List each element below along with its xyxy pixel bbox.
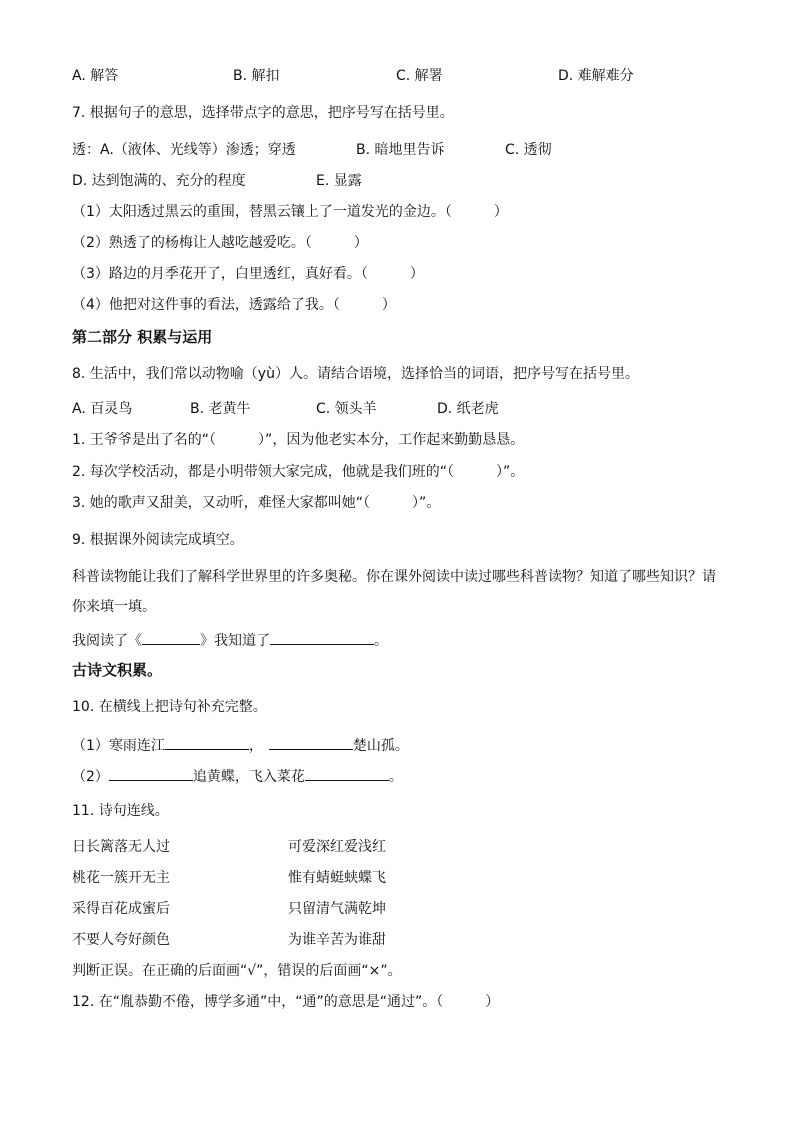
- q7-meaning-e: E. 显露: [316, 173, 362, 189]
- q10-prompt: 10. 在横线上把诗句补充完整。: [72, 699, 267, 715]
- q10-line2-mid: 追黄蝶，飞入菜花: [192, 769, 305, 785]
- q9-prompt: 9. 根据课外阅读完成填空。: [72, 532, 244, 548]
- q10-blank-3[interactable]: [109, 766, 193, 781]
- q8-option-b: B. 老黄牛: [190, 401, 251, 417]
- q10-line1-suffix: 楚山孤。: [352, 738, 409, 754]
- q9-fill-part2: 》我知道了: [200, 633, 270, 649]
- q8-option-d: D. 纸老虎: [437, 401, 499, 417]
- q6-option-d: D. 难解难分: [558, 68, 634, 84]
- q9-fill-part3: 。: [374, 633, 388, 649]
- q10-blank-2[interactable]: [269, 735, 353, 750]
- q11-left-2[interactable]: 桃花一簇开无主: [72, 870, 170, 886]
- q11-prompt: 11. 诗句连线。: [72, 803, 169, 819]
- q10-line-2: [72, 766, 403, 786]
- q10-line2-suffix: 。: [388, 769, 403, 785]
- q8-prompt: 8. 生活中，我们常以动物喻（yù）人。请结合语境，选择恰当的词语，把序号写在括号里。: [72, 366, 639, 382]
- judge-instruction: 判断正误。在正确的后面画“√”，错误的后面画“×”。: [72, 963, 402, 979]
- q7-item-2: （2）熟透了的杨梅让人越吃越爱吃。（ ）: [72, 235, 368, 251]
- q8-item-1: 1. 王爷爷是出了名的“（ ）”，因为他老实本分，工作起来勤勤恳恳。: [72, 432, 525, 448]
- q9-knowledge-blank[interactable]: [270, 630, 374, 645]
- q10-blank-4[interactable]: [305, 766, 389, 781]
- q8-item-2: 2. 每次学校活动，都是小明带领大家完成，他就是我们班的“（ ）”。: [72, 464, 525, 480]
- q9-book-blank[interactable]: [142, 630, 200, 645]
- q7-meaning-a: 透：A.（液体、光线等）渗透；穿透: [72, 142, 296, 158]
- q7-meaning-d: D. 达到饱满的、充分的程度: [72, 173, 246, 189]
- q11-right-1[interactable]: 可爱深红爱浅红: [288, 839, 386, 855]
- q11-right-2[interactable]: 惟有蜻蜓蛱蝶飞: [288, 870, 386, 886]
- q7-item-1: （1）太阳透过黑云的重围，替黑云镶上了一道发光的金边。（ ）: [72, 204, 508, 220]
- part2-heading: 第二部分 积累与运用: [72, 328, 213, 346]
- q11-left-3[interactable]: 采得百花成蜜后: [72, 901, 170, 917]
- q10-blank-1[interactable]: [165, 735, 249, 750]
- poetry-heading: 古诗文积累。: [72, 661, 163, 679]
- q10-line2-prefix: （2）: [72, 769, 109, 785]
- q7-meaning-b: B. 暗地里告诉: [356, 142, 445, 158]
- q10-line1-prefix: （1）寒雨连江: [72, 738, 165, 754]
- q9-paragraph: 科普读物能让我们了解科学世界里的许多奥秘。你在课外阅读中读过哪些科普读物？知道了哪些知识？请你来填一填。: [72, 569, 716, 615]
- q9-fill-part1: 我阅读了《: [72, 633, 142, 649]
- q9-fill-line: [72, 630, 388, 650]
- q7-meaning-c: C. 透彻: [505, 142, 552, 158]
- q8-item-3: 3. 她的歌声又甜美，又动听，难怪大家都叫她“（ ）”。: [72, 495, 441, 511]
- q11-left-4[interactable]: 不要人夸好颜色: [72, 932, 170, 948]
- q6-option-c: C. 解署: [396, 68, 443, 84]
- q11-right-3[interactable]: 只留清气满乾坤: [288, 901, 386, 917]
- q12-statement: 12. 在“胤恭勤不倦，博学多通”中，“通”的意思是“通过”。（ ）: [72, 994, 500, 1010]
- q6-option-a: A. 解答: [72, 68, 119, 84]
- q8-option-c: C. 领头羊: [316, 401, 377, 417]
- q10-line-1: [72, 735, 409, 755]
- q6-option-b: B. 解扣: [233, 68, 280, 84]
- q7-item-4: （4）他把对这件事的看法，透露给了我。（ ）: [72, 297, 396, 313]
- q7-prompt: 7. 根据句子的意思，选择带点字的意思，把序号写在括号里。: [72, 105, 454, 121]
- q11-right-4[interactable]: 为谁辛苦为谁甜: [288, 932, 386, 948]
- q8-option-a: A. 百灵鸟: [72, 401, 133, 417]
- q7-item-3: （3）路边的月季花开了，白里透红，真好看。（ ）: [72, 266, 424, 282]
- q11-left-1[interactable]: 日长篱落无人过: [72, 839, 170, 855]
- q10-line1-mid: ，: [248, 738, 263, 754]
